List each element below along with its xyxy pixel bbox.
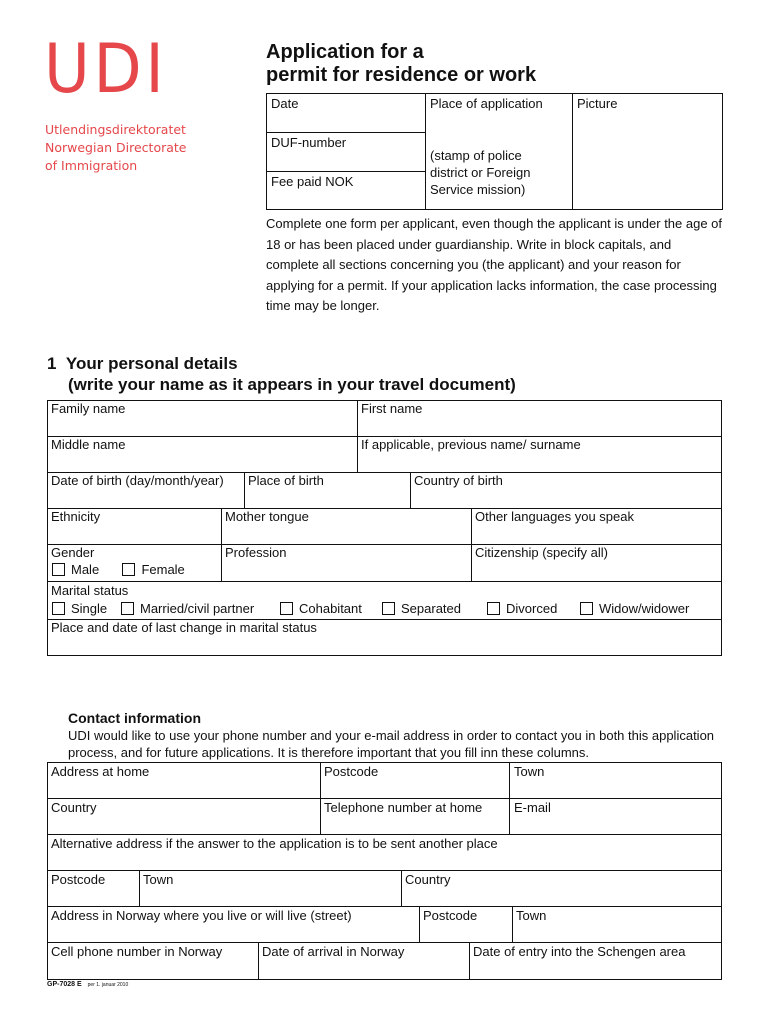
org-line-2: Norwegian Directorate (45, 140, 187, 155)
marital-option (52, 601, 107, 617)
form-title (266, 41, 536, 87)
town-field[interactable]: Town (514, 764, 545, 779)
section-1-heading (47, 353, 516, 395)
intro-text: Complete one form per applicant, even though the applicant is under the age of 18 or has been placed under guardianship. Write in block capitals, and complete all sections concerning you (the applicant) and your reason for applying for a permit. If your application lacks information, the case processing time may be longer. (266, 216, 723, 314)
col-divider (509, 762, 510, 834)
previous-name-field[interactable]: If applicable, previous name/ surname (361, 437, 581, 452)
schengen-entry-field[interactable]: Date of entry into the Schengen area (473, 944, 686, 959)
row-divider (47, 906, 722, 907)
title-line-2: permit for residence or work (266, 64, 537, 86)
section-title: Your personal details (65, 354, 238, 373)
country-field[interactable]: Country (51, 800, 97, 815)
col-divider (410, 472, 411, 508)
alt-postcode-field[interactable]: Postcode (51, 872, 106, 887)
mother-tongue-field[interactable]: Mother tongue (225, 509, 309, 524)
col-divider (258, 942, 259, 980)
col-divider (419, 906, 420, 942)
col-divider (471, 508, 472, 581)
picture-field[interactable]: Picture (577, 96, 618, 111)
norway-postcode-field[interactable]: Postcode (423, 908, 478, 923)
org-line-1: Utlendingsdirektoratet (45, 122, 186, 137)
duf-number-field[interactable]: DUF-number (271, 135, 347, 150)
form-code (47, 981, 128, 988)
postcode-field[interactable]: Postcode (324, 764, 379, 779)
row-divider (47, 581, 722, 582)
separated-label: Separated (401, 601, 461, 616)
single-label: Single (71, 601, 108, 616)
marital-option (280, 601, 362, 617)
norway-town-field[interactable]: Town (516, 908, 547, 923)
marital-option (382, 601, 461, 617)
first-name-field[interactable]: First name (361, 401, 423, 416)
widow-label: Widow/widower (599, 601, 690, 616)
place-of-birth-field[interactable]: Place of birth (248, 473, 324, 488)
family-name-field[interactable]: Family name (51, 401, 126, 416)
single-checkbox[interactable] (52, 602, 65, 615)
col-divider (221, 508, 222, 581)
marital-status-label: Marital status (51, 583, 129, 598)
date-field[interactable]: Date (271, 96, 299, 111)
cell-phone-norway-field[interactable]: Cell phone number in Norway (51, 944, 223, 959)
profession-field[interactable]: Profession (225, 545, 287, 560)
male-checkbox[interactable] (52, 563, 65, 576)
email-field[interactable]: E-mail (514, 800, 551, 815)
title-line-1: Application for a (266, 41, 424, 63)
marital-option (580, 601, 689, 617)
divorced-label: Divorced (506, 601, 558, 616)
divider (572, 93, 573, 210)
contact-heading: Contact information (68, 710, 201, 726)
female-checkbox[interactable] (122, 563, 135, 576)
phone-home-field[interactable]: Telephone number at home (324, 800, 483, 815)
separated-checkbox[interactable] (382, 602, 395, 615)
contact-text: UDI would like to use your phone number and your e-mail address in order to contact you in both this application process, and for future applications. It is therefore important that you fill inn these columns. (68, 728, 715, 760)
other-languages-field[interactable]: Other languages you speak (475, 509, 634, 524)
arrival-date-field[interactable]: Date of arrival in Norway (262, 944, 405, 959)
form-date: per 1. januar 2010 (87, 982, 129, 988)
divorced-checkbox[interactable] (487, 602, 500, 615)
col-divider (320, 762, 321, 834)
stamp-note: (stamp of police district or Foreign Service mission) (430, 148, 531, 197)
last-change-field[interactable]: Place and date of last change in marital status (51, 620, 317, 635)
cohabitant-checkbox[interactable] (280, 602, 293, 615)
alt-country-field[interactable]: Country (405, 872, 451, 887)
section-subtitle: (write your name as it appears in your travel document) (68, 375, 516, 394)
citizenship-field[interactable]: Citizenship (specify all) (475, 545, 608, 560)
date-of-birth-field[interactable]: Date of birth (day/month/year) (51, 473, 224, 488)
country-of-birth-field[interactable]: Country of birth (414, 473, 503, 488)
cohabitant-label: Cohabitant (299, 601, 362, 616)
alternative-address-field[interactable]: Alternative address if the answer to the application is to be sent another place (51, 836, 498, 851)
divider (266, 132, 425, 133)
row-divider (47, 798, 722, 799)
divider (425, 93, 426, 210)
ethnicity-field[interactable]: Ethnicity (51, 509, 101, 524)
col-divider (401, 870, 402, 906)
place-of-application-field[interactable]: Place of application (430, 96, 543, 111)
gender-label: Gender (51, 545, 95, 560)
col-divider (244, 472, 245, 508)
divider (266, 171, 425, 172)
norway-address-field[interactable]: Address in Norway where you live or will live (street) (51, 908, 352, 923)
address-home-field[interactable]: Address at home (51, 764, 150, 779)
fee-paid-field[interactable]: Fee paid NOK (271, 174, 354, 189)
row-divider (47, 870, 722, 871)
row-divider (47, 834, 722, 835)
married-label: Married/civil partner (140, 601, 255, 616)
female-label: Female (141, 562, 185, 577)
male-label: Male (71, 562, 100, 577)
col-divider (139, 870, 140, 906)
section-number: 1 (47, 354, 57, 373)
alt-town-field[interactable]: Town (143, 872, 174, 887)
row-divider (47, 942, 722, 943)
col-divider (469, 942, 470, 980)
col-divider (512, 906, 513, 942)
org-line-3: of Immigration (45, 158, 138, 173)
organization-name (45, 121, 186, 175)
marital-option (121, 601, 254, 617)
col-divider (357, 400, 358, 472)
row-divider (47, 544, 722, 545)
middle-name-field[interactable]: Middle name (51, 437, 126, 452)
widow-checkbox[interactable] (580, 602, 593, 615)
udi-logo: UDI (44, 30, 168, 109)
form-code-label: GP-7028 E (47, 981, 82, 988)
marital-option (487, 601, 557, 617)
gender-options (52, 562, 185, 578)
married-checkbox[interactable] (121, 602, 134, 615)
